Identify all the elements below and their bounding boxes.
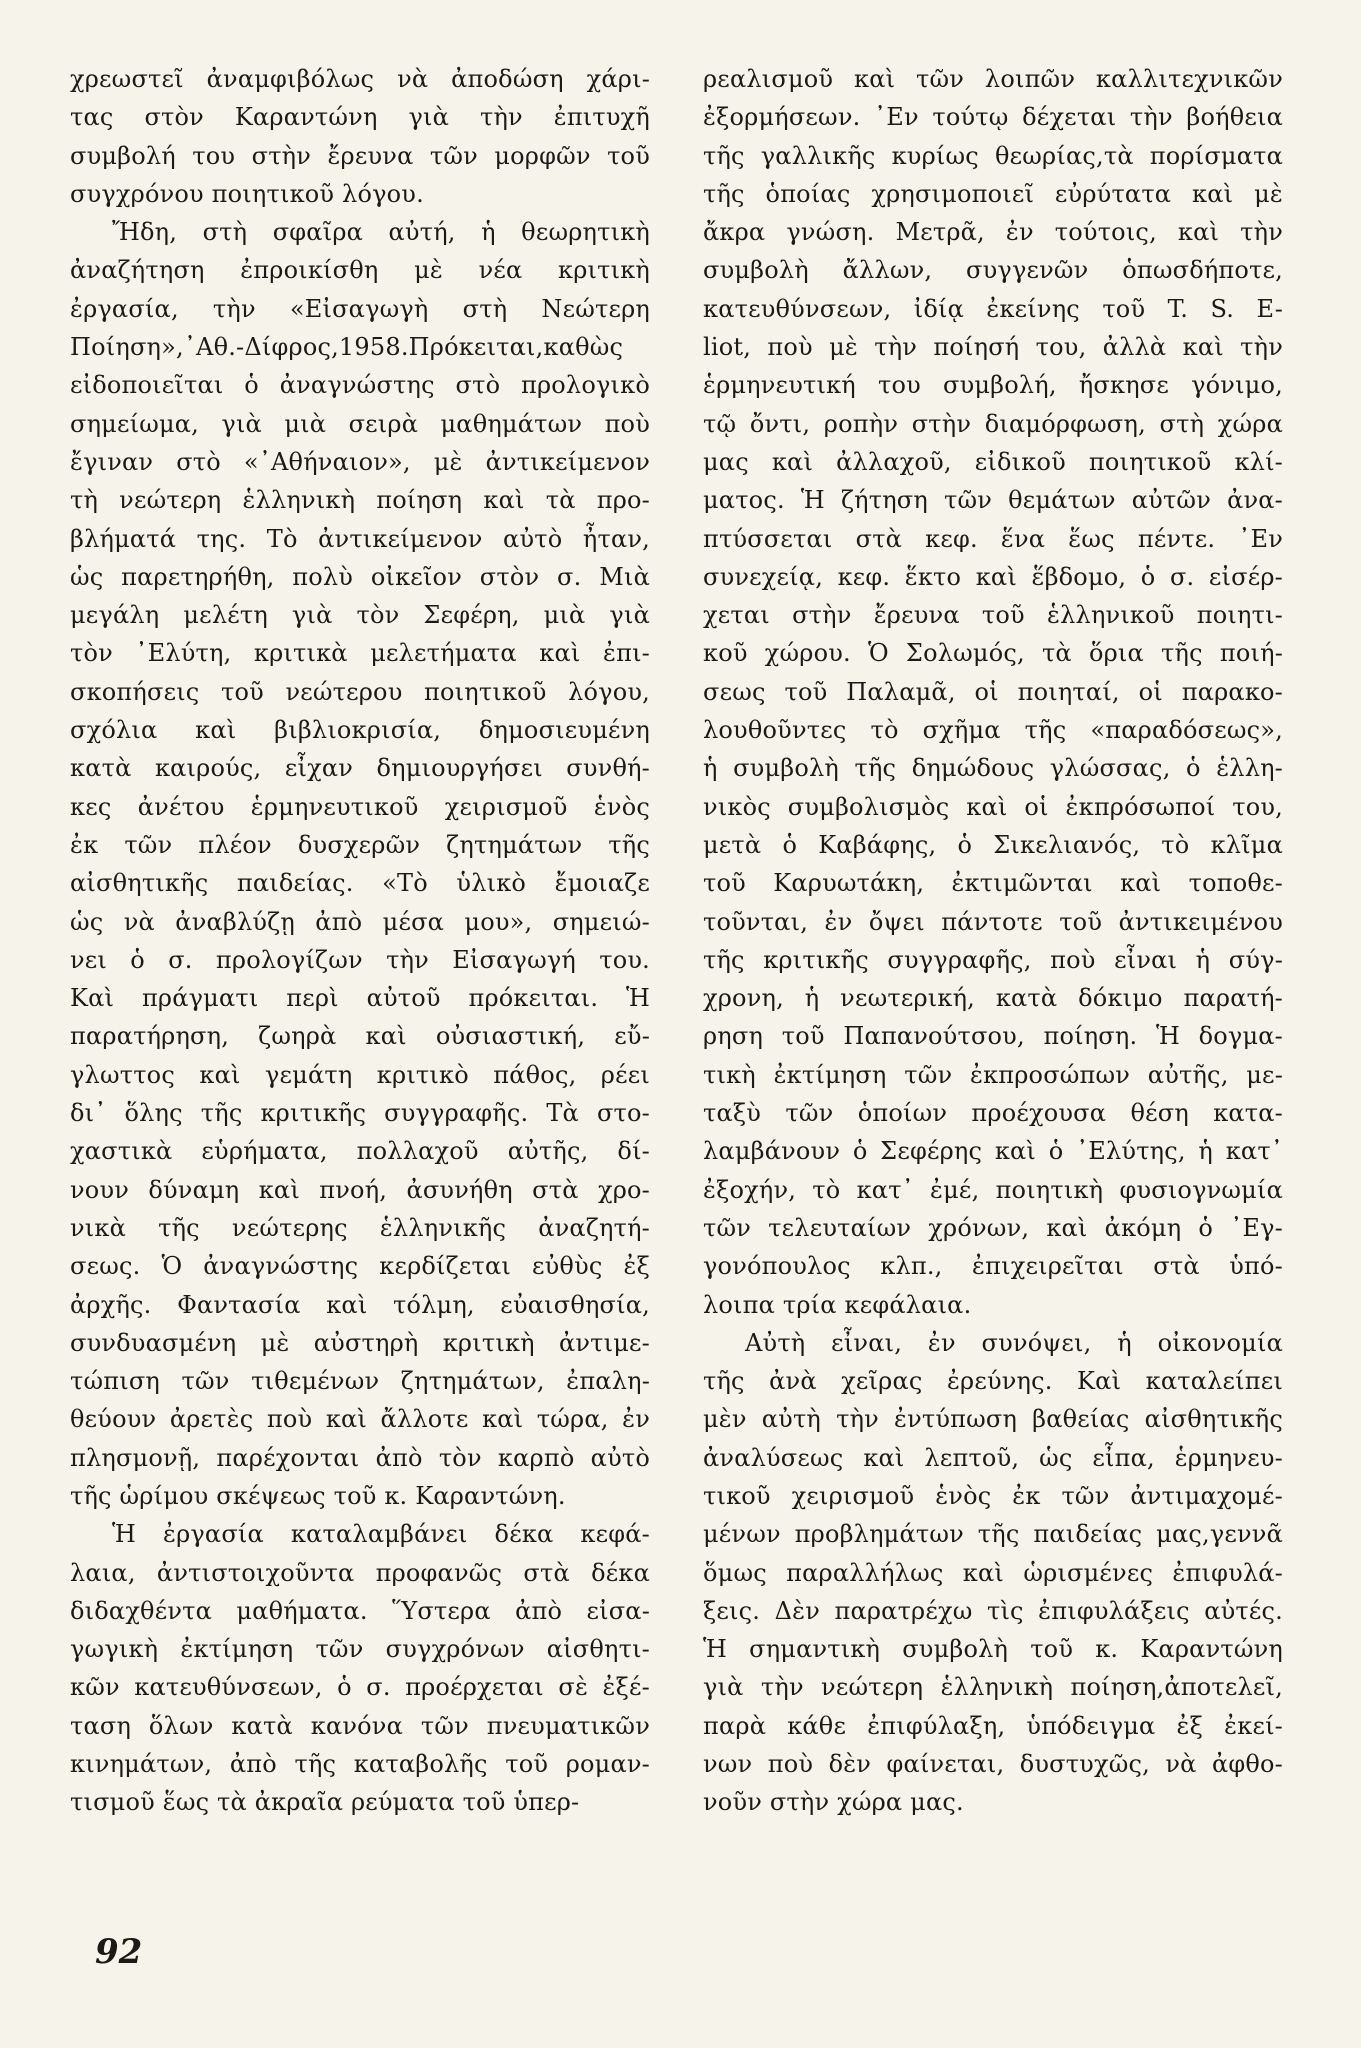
text-line: συνδυασμένη μὲ αὐστηρὴ κριτικὴ ἀντιμε- — [70, 1328, 650, 1357]
text-line: μεγάλη μελέτη γιὰ τὸν Σεφέρη, μιὰ γιὰ — [70, 601, 650, 630]
text-line: διδαχθέντα μαθήματα. Ὕστερα ἀπὸ εἰσα- — [70, 1596, 650, 1625]
text-line: βλήματά της. Τὸ ἀντικείμενον αὐτὸ ἦταν, — [70, 524, 650, 553]
text-line: εἰδοποιεῖται ὁ ἀναγνώστης στὸ προλογικὸ — [70, 371, 650, 400]
text-line: δι᾿ ὅλης τῆς κριτικῆς συγγραφῆς. Τὰ στο- — [70, 1099, 650, 1128]
text-line: πλησμονῇ, παρέχονται ἀπὸ τὸν καρπὸ αὐτὸ — [70, 1443, 650, 1472]
text-line: συμβολή του στὴν ἔρευνα τῶν μορφῶν τοῦ — [70, 141, 650, 170]
text-line: ἀναλύσεως καὶ λεπτοῦ, ὡς εἶπα, ἑρμηνευ- — [703, 1443, 1283, 1472]
text-line: ἀρχῆς. Φαντασία καὶ τόλμη, εὐαισθησία, — [70, 1290, 650, 1319]
text-line: τώπιση τῶν τιθεμένων ζητημάτων, ἐπαλη- — [70, 1367, 650, 1396]
text-line: γλωττος καὶ γεμάτη κριτικὸ πάθος, ρέει — [70, 1060, 650, 1089]
text-line: τῆς ἀνὰ χεῖρας ἐρεύνης. Καὶ καταλείπει — [703, 1367, 1283, 1396]
text-line: νει ὁ σ. προλογίζων τὴν Εἰσαγωγή του. — [70, 945, 650, 974]
text-line: κινημάτων, ἀπὸ τῆς καταβολῆς τοῦ ρομαν- — [70, 1750, 650, 1779]
left-text-column — [70, 60, 650, 1822]
text-line: λουθοῦντες τὸ σχῆμα τῆς «παραδόσεως», — [703, 716, 1283, 745]
text-line: μὲν αὐτὴ τὴν ἐντύπωση βαθείας αἰσθητικῆς — [703, 1405, 1283, 1434]
text-line: Ποίηση»,᾿Αθ.-Δίφρος,1958.Πρόκειται,καθὼς — [70, 333, 624, 362]
text-line: τικὴ ἐκτίμηση τῶν ἐκπροσώπων αὐτῆς, με- — [703, 1060, 1283, 1089]
text-line: κοῦ χώρου. Ὁ Σολωμός, τὰ ὅρια τῆς ποιή- — [703, 639, 1283, 668]
text-line: γωγικὴ ἐκτίμηση τῶν συγχρόνων αἰσθητι- — [70, 1635, 650, 1664]
text-line: νικὰ τῆς νεώτερης ἑλληνικῆς ἀναζητή- — [70, 1213, 650, 1242]
text-line: σκοπήσεις τοῦ νεώτερου ποιητικοῦ λόγου, — [70, 677, 650, 706]
text-line: ξεις. Δὲν παρατρέχω τὶς ἐπιφυλάξεις αὐτές. — [703, 1596, 1283, 1625]
text-line: παρατήρηση, ζωηρὰ καὶ οὐσιαστική, εὔ- — [70, 1022, 650, 1051]
text-line: χεται στὴν ἔρευνα τοῦ ἑλληνικοῦ ποιητι- — [703, 601, 1283, 630]
right-text-column — [703, 60, 1283, 1822]
text-line: συγχρόνου ποιητικοῦ λόγου. — [70, 179, 424, 208]
text-line: τας στὸν Καραντώνη γιὰ τὴν ἐπιτυχῆ — [70, 103, 650, 132]
text-line: τῆς ὡρίμου σκέψεως τοῦ κ. Καραντώνη. — [70, 1481, 566, 1510]
text-line: ὅμως παραλλήλως καὶ ὡρισμένες ἐπιφυλά- — [703, 1558, 1283, 1587]
text-line: νουν δύναμη καὶ πνοή, ἀσυνήθη στὰ χρο- — [70, 1175, 650, 1204]
text-line: αἰσθητικῆς παιδείας. «Τὸ ὑλικὸ ἔμοιαζε — [70, 869, 650, 898]
text-line: τοῦ Καρυωτάκη, ἐκτιμῶνται καὶ τοποθε- — [703, 869, 1283, 898]
text-line: λαια, ἀντιστοιχοῦντα προφανῶς στὰ δέκα — [70, 1558, 650, 1587]
text-line: ἐξορμήσεων. ᾿Εν τούτῳ δέχεται τὴν βοήθεια — [703, 103, 1283, 132]
text-line: Καὶ πράγματι περὶ αὐτοῦ πρόκειται. Ἡ — [70, 984, 650, 1013]
text-line: μας καὶ ἀλλαχοῦ, εἰδικοῦ ποιητικοῦ κλί- — [703, 447, 1283, 476]
page-number: 92 — [95, 1932, 143, 1972]
text-line: μετὰ ὁ Καβάφης, ὁ Σικελιανός, τὸ κλῖμα — [703, 830, 1283, 859]
text-line: ὡς παρετηρήθη, πολὺ οἰκεῖον στὸν σ. Μιὰ — [70, 562, 650, 591]
text-line: ταση ὅλων κατὰ κανόνα τῶν πνευματικῶν — [70, 1711, 650, 1740]
text-line: ἄκρα γνώση. Μετρᾶ, ἐν τούτοις, καὶ τὴν — [703, 218, 1283, 247]
text-line: κῶν κατευθύνσεων, ὁ σ. προέρχεται σὲ ἐξέ- — [70, 1673, 650, 1702]
text-line: ἡ συμβολὴ τῆς δημώδους γλώσσας, ὁ ἑλλη- — [703, 754, 1283, 783]
text-line: τὸν ᾿Ελύτη, κριτικὰ μελετήματα καὶ ἐπι- — [70, 639, 650, 668]
text-line: ταξὺ τῶν ὁποίων προέχουσα θέση κατα- — [703, 1099, 1283, 1128]
text-line: παρὰ κάθε ἐπιφύλαξη, ὑπόδειγμα ἐξ ἐκεί- — [703, 1711, 1283, 1740]
text-line: χαστικὰ εὑρήματα, πολλαχοῦ αὐτῆς, δί- — [70, 1137, 650, 1166]
text-line: liot, ποὺ μὲ τὴν ποίησή του, ἀλλὰ καὶ τὴν — [703, 333, 1283, 362]
text-line: νικὸς συμβολισμὸς καὶ οἱ ἐκπρόσωποί του, — [703, 792, 1283, 821]
text-line: μένων προβλημάτων τῆς παιδείας μας,γεννᾶ — [703, 1520, 1283, 1549]
text-line: θεύουν ἀρετὲς ποὺ καὶ ἄλλοτε καὶ τώρα, ἐν — [70, 1405, 650, 1434]
text-line: ματος. Ἡ ζήτηση τῶν θεμάτων αὐτῶν ἀνα- — [703, 486, 1283, 515]
text-line: Ἤδη, στὴ σφαῖρα αὐτή, ἡ θεωρητικὴ — [112, 218, 650, 247]
text-line: τῶν τελευταίων χρόνων, καὶ ἀκόμη ὁ ᾿Εγ- — [703, 1213, 1283, 1242]
text-line: λοιπα τρία κεφάλαια. — [703, 1290, 972, 1319]
text-line: ἔγιναν στὸ «᾿Αθήναιον», μὲ ἀντικείμενον — [70, 447, 650, 476]
text-line: ρηση τοῦ Παπανούτσου, ποίηση. Ἡ δογμα- — [703, 1022, 1283, 1051]
text-line: νοῦν στὴν χώρα μας. — [703, 1788, 964, 1817]
text-line: σημείωμα, γιὰ μιὰ σειρὰ μαθημάτων ποὺ — [70, 409, 650, 438]
text-line: Ἡ ἐργασία καταλαμβάνει δέκα κεφά- — [112, 1520, 650, 1549]
text-line: ὡς νὰ ἀναβλύζῃ ἀπὸ μέσα μου», σημειώ- — [70, 907, 650, 936]
text-line: Αὐτὴ εἶναι, ἐν συνόψει, ἡ οἰκονομία — [745, 1328, 1283, 1357]
text-line: χρεωστεῖ ἀναμφιβόλως νὰ ἀποδώση χάρι- — [70, 65, 650, 93]
text-line: τὴ νεώτερη ἑλληνικὴ ποίηση καὶ τὰ προ- — [70, 486, 650, 515]
text-line: ἑρμηνευτική του συμβολή, ἤσκησε γόνιμο, — [703, 371, 1283, 400]
text-line: γονόπουλος κλπ., ἐπιχειρεῖται στὰ ὑπό- — [703, 1252, 1283, 1281]
text-line: ἐργασία, τὴν «Εἰσαγωγὴ στὴ Νεώτερη — [70, 294, 650, 323]
text-line: τῆς ὁποίας χρησιμοποιεῖ εὐρύτατα καὶ μὲ — [703, 179, 1283, 208]
text-line: γιὰ τὴν νεώτερη ἑλληνικὴ ποίηση,ἀποτελεῖ, — [703, 1673, 1283, 1702]
text-line: σχόλια καὶ βιβλιοκρισία, δημοσιευμένη — [70, 716, 650, 745]
text-line: Ἡ σημαντικὴ συμβολὴ τοῦ κ. Καραντώνη — [703, 1635, 1283, 1664]
text-line: τῆς γαλλικῆς κυρίως θεωρίας,τὰ πορίσματα — [703, 141, 1283, 170]
text-line: λαμβάνουν ὁ Σεφέρης καὶ ὁ ᾿Ελύτης, ἡ κατ᾿ — [703, 1137, 1283, 1166]
text-line: νων ποὺ δὲν φαίνεται, δυστυχῶς, νὰ ἀφθο- — [703, 1750, 1283, 1779]
text-line: χρονη, ἡ νεωτερική, κατὰ δόκιμο παρατή- — [703, 984, 1283, 1013]
text-line: συμβολὴ ἄλλων, συγγενῶν ὁπωσδήποτε, — [703, 256, 1283, 285]
text-line: πτύσσεται στὰ κεφ. ἕνα ἕως πέντε. ᾿Εν — [703, 524, 1283, 553]
text-line: συνεχείᾳ, κεφ. ἕκτο καὶ ἕβδομο, ὁ σ. εἰσέρ- — [703, 562, 1283, 591]
text-line: σεως. Ὁ ἀναγνώστης κερδίζεται εὐθὺς ἐξ — [70, 1252, 650, 1281]
text-line: ἐκ τῶν πλέον δυσχερῶν ζητημάτων τῆς — [70, 830, 650, 859]
text-line: κες ἀνέτου ἑρμηνευτικοῦ χειρισμοῦ ἑνὸς — [70, 792, 650, 821]
text-line: τῷ ὄντι, ροπὴν στὴν διαμόρφωση, στὴ χώρα — [703, 409, 1283, 438]
text-line: κατευθύνσεων, ἰδίᾳ ἐκείνης τοῦ T. S. E- — [703, 294, 1283, 323]
text-line: τισμοῦ ἕως τὰ ἀκραῖα ρεύματα τοῦ ὑπερ- — [70, 1788, 580, 1817]
text-line: ρεαλισμοῦ καὶ τῶν λοιπῶν καλλιτεχνικῶν — [703, 65, 1283, 93]
text-line: τοῦνται, ἐν ὄψει πάντοτε τοῦ ἀντικειμένου — [703, 907, 1283, 936]
text-line: τῆς κριτικῆς συγγραφῆς, ποὺ εἶναι ἡ σύγ- — [703, 945, 1283, 974]
text-line: τικοῦ χειρισμοῦ ἑνὸς ἐκ τῶν ἀντιμαχομέ- — [703, 1481, 1283, 1510]
text-line: σεως τοῦ Παλαμᾶ, οἱ ποιηταί, οἱ παρακο- — [703, 677, 1283, 706]
text-line: ἀναζήτηση ἐπροικίσθη μὲ νέα κριτικὴ — [70, 256, 650, 285]
text-line: ἐξοχήν, τὸ κατ᾿ ἐμέ, ποιητικὴ φυσιογνωμία — [703, 1175, 1283, 1204]
text-line: κατὰ καιρούς, εἶχαν δημιουργήσει συνθή- — [70, 754, 650, 783]
